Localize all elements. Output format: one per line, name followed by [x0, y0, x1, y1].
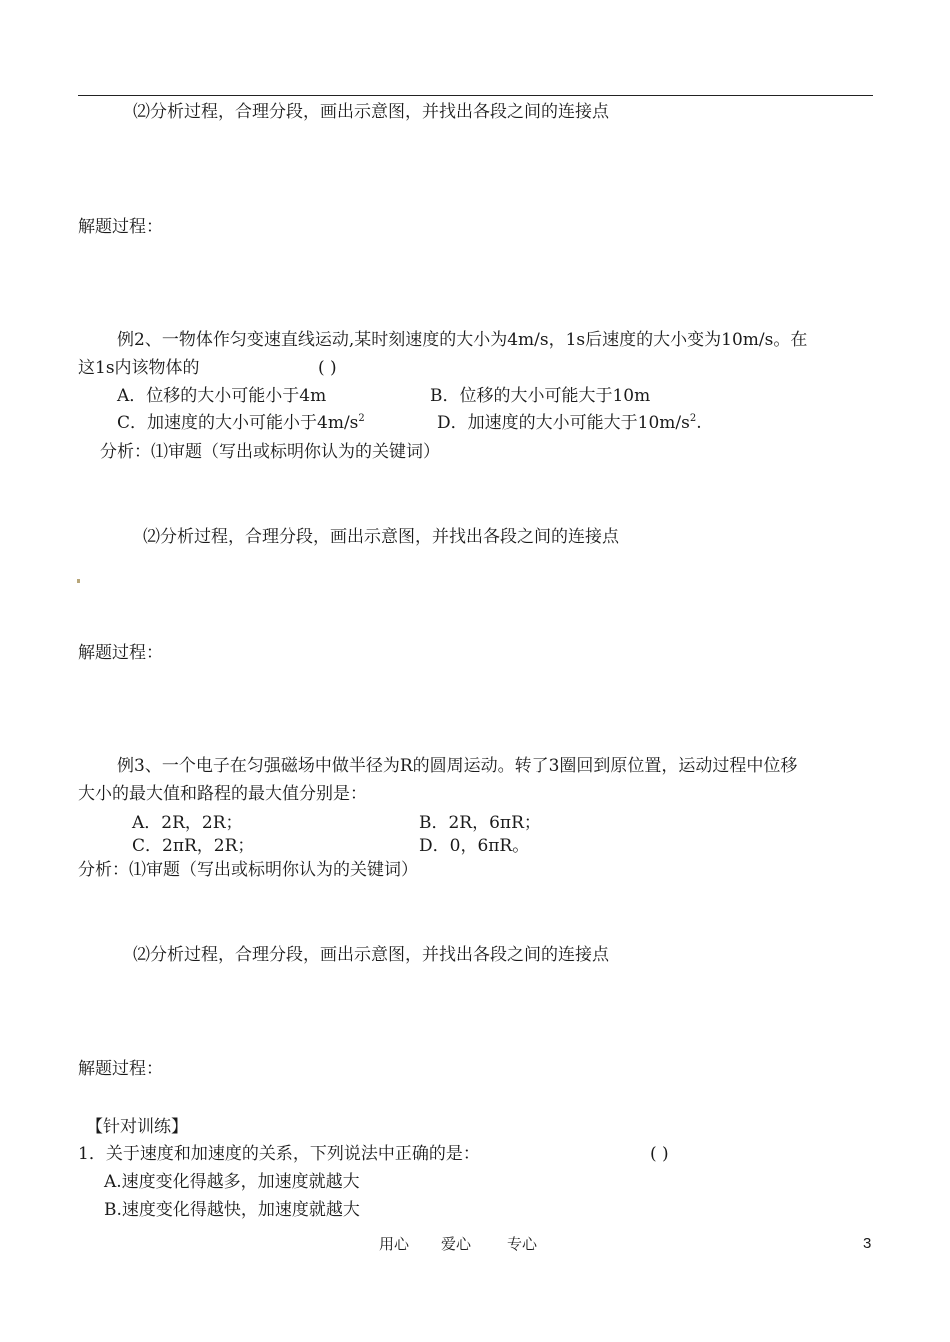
example2-option-d-text: D．加速度的大小可能大于10m/s	[437, 413, 690, 433]
example2-option-a: A．位移的大小可能小于4m	[117, 386, 327, 406]
example3-analysis-step1: 分析：⑴审题（写出或标明你认为的关键词）	[78, 860, 418, 880]
example3-option-a: A．2R，2R；	[132, 813, 243, 833]
footer-motto-2: 爱心	[441, 1235, 472, 1253]
example2-analysis-step1: 分析：⑴审题（写出或标明你认为的关键词）	[100, 442, 440, 462]
page-number: 3	[863, 1235, 872, 1252]
example3-option-d: D．0，6πR。	[419, 836, 530, 856]
training-q1: 1．关于速度和加速度的关系，下列说法中正确的是：	[78, 1144, 480, 1164]
example3-question-line2: 大小的最大值和路程的最大值分别是：	[78, 784, 367, 804]
example2-option-c	[117, 412, 365, 437]
example2-question-line1: 例2、一物体作匀变速直线运动,某时刻速度的大小为4m/s，1s后速度的大小变为10m/s。在	[117, 330, 808, 350]
example2-solution-label: 解题过程：	[78, 643, 163, 663]
header-rule	[78, 95, 873, 96]
example2-analysis-step2: ⑵分析过程，合理分段，画出示意图，并找出各段之间的连接点	[143, 527, 619, 547]
training-q1-answer-paren: ( )	[650, 1144, 669, 1164]
footer-motto-1: 用心	[379, 1235, 410, 1253]
example2-option-d	[437, 412, 702, 437]
example3-analysis-step2: ⑵分析过程，合理分段，画出示意图，并找出各段之间的连接点	[133, 945, 609, 965]
example2-option-d-sup: 2	[689, 413, 697, 424]
example2-option-b: B．位移的大小可能大于10m	[430, 386, 651, 406]
training-q1-option-a: A.速度变化得越多，加速度就越大	[104, 1172, 360, 1192]
training-q1-option-b: B.速度变化得越快，加速度就越大	[104, 1200, 360, 1220]
example2-option-d-end: .	[696, 413, 702, 433]
example2-option-c-sup: 2	[358, 413, 365, 424]
example3-option-c: C．2πR，2R；	[132, 836, 255, 856]
example2-option-c-text: C．加速度的大小可能小于4m/s	[117, 413, 359, 433]
footer-motto-3: 专心	[507, 1235, 538, 1253]
stray-mark	[77, 579, 80, 583]
example3-question-line1: 例3、一个电子在匀强磁场中做半径为R的圆周运动。转了3圈回到原位置，运动过程中位移	[117, 756, 798, 776]
analysis-step2: ⑵分析过程，合理分段，画出示意图，并找出各段之间的连接点	[133, 102, 609, 122]
training-heading: 【针对训练】	[86, 1117, 188, 1137]
example3-solution-label: 解题过程：	[78, 1059, 163, 1079]
example3-option-b: B．2R，6πR；	[419, 813, 541, 833]
solution-label: 解题过程：	[78, 217, 163, 237]
example2-question-line2: 这1s内该物体的	[78, 358, 200, 378]
example2-answer-paren: ( )	[318, 358, 337, 378]
